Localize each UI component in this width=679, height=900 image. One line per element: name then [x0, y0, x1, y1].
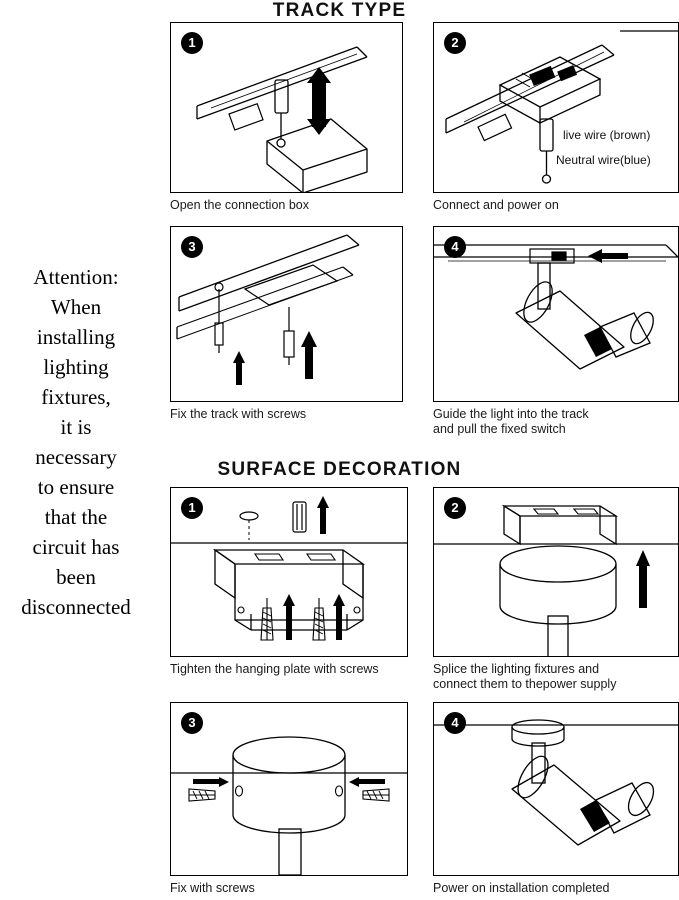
diagram-open-connection-box [171, 23, 402, 192]
attention-line: lighting [43, 355, 109, 379]
step-badge: 3 [181, 236, 203, 258]
surface-step-4-caption: Power on installation completed [433, 881, 610, 895]
surface-step-2-caption-line2: connect them to thepower supply [433, 677, 617, 691]
surface-step-2 [433, 487, 679, 692]
surface-step-2-caption [433, 657, 679, 692]
surface-step-1-illustration [170, 487, 408, 657]
step-badge: 3 [181, 712, 203, 734]
step-badge: 1 [181, 497, 203, 519]
attention-line: circuit has [32, 535, 120, 559]
attention-line: to ensure [37, 475, 115, 499]
surface-step-4 [433, 702, 679, 896]
attention-line: that the [44, 505, 108, 529]
track-step-1-caption: Open the connection box [170, 198, 309, 212]
diagram-fix-track-with-screws [171, 227, 402, 401]
surface-step-1-caption: Tighten the hanging plate with screws [170, 662, 379, 676]
surface-step-3 [170, 702, 408, 896]
attention-line: When [50, 295, 102, 319]
surface-step-1 [170, 487, 408, 677]
label-neutral-wire: Neutral wire(blue) [556, 153, 651, 167]
step-badge: 2 [444, 32, 466, 54]
track-step-1-illustration [170, 22, 403, 193]
attention-note [0, 262, 152, 622]
step-badge: 4 [444, 712, 466, 734]
track-step-4-caption-line2: and pull the fixed switch [433, 422, 566, 436]
diagram-power-on-installation-completed [434, 703, 678, 875]
diagram-splice-lighting-fixtures [434, 488, 678, 656]
attention-line: fixtures, [41, 385, 111, 409]
track-step-1 [170, 22, 403, 213]
attention-line: been [56, 565, 96, 589]
track-step-2-illustration [433, 22, 679, 193]
track-step-3 [170, 226, 403, 422]
surface-step-3-caption: Fix with screws [170, 881, 255, 895]
surface-step-2-illustration [433, 487, 679, 657]
attention-line: installing [36, 325, 116, 349]
section-title-track-type: TRACK TYPE [272, 0, 407, 21]
track-step-4-caption-line1: Guide the light into the track [433, 407, 589, 421]
step-badge: 4 [444, 236, 466, 258]
track-step-2-caption: Connect and power on [433, 198, 559, 212]
diagram-guide-light-into-track [434, 227, 678, 401]
track-step-4-caption [433, 402, 679, 437]
attention-line: necessary [35, 445, 117, 469]
step-badge: 1 [181, 32, 203, 54]
diagram-tighten-hanging-plate [171, 488, 407, 656]
surface-step-2-caption-line1: Splice the lighting fixtures and [433, 662, 600, 676]
track-step-3-caption: Fix the track with screws [170, 407, 307, 421]
label-live-wire: live wire (brown) [563, 128, 651, 142]
attention-line: Attention: [33, 265, 119, 289]
section-title-surface-decoration: SURFACE DECORATION [217, 459, 462, 480]
track-step-2 [433, 22, 679, 213]
surface-step-3-illustration [170, 702, 408, 876]
surface-step-4-illustration [433, 702, 679, 876]
step-badge: 2 [444, 497, 466, 519]
diagram-fix-with-screws [171, 703, 407, 875]
track-step-4 [433, 226, 679, 437]
attention-line: it is [60, 415, 92, 439]
track-step-3-illustration [170, 226, 403, 402]
track-step-4-illustration [433, 226, 679, 402]
attention-line: disconnected [21, 595, 131, 619]
